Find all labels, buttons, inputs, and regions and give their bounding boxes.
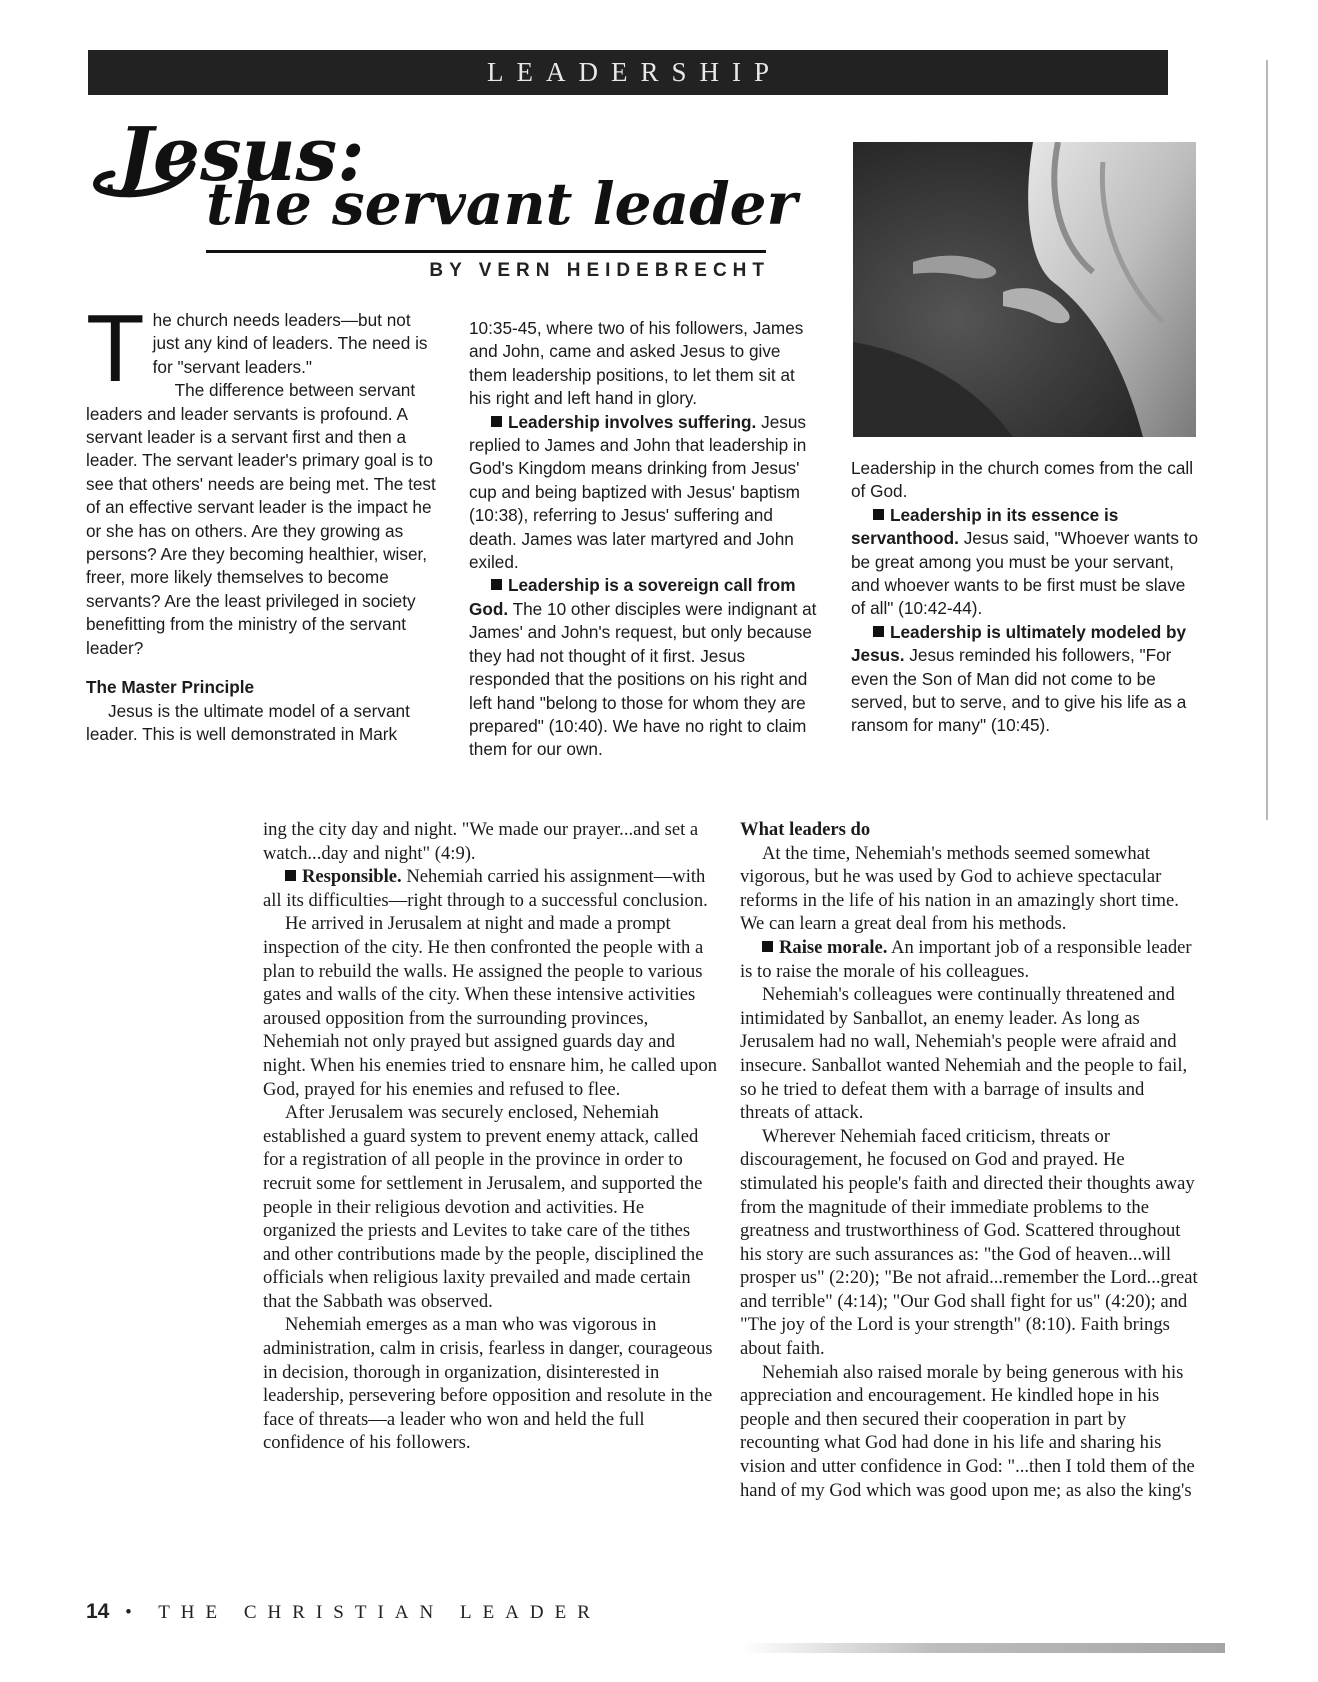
bullet-paragraph	[851, 504, 1203, 621]
bullet-paragraph	[740, 936, 1198, 983]
paragraph: After Jerusalem was securely enclosed, Nehemiah established a guard system to prevent enemy attack, called for a registration of all people in the province in order to recruit some for settlement in Jerusalem, and supported the people in their religious devotion and activities. He organized the priests and Levites to take care of the tithes and other contributions made by the people, disciplined the officials when religious laxity prevailed and made certain that the Sabbath was observed.	[263, 1102, 704, 1312]
paragraph: Nehemiah emerges as a man who was vigorous in administration, calm in crisis, fearless in danger, courageous in decision, thorough in organization, disinterested in leadership, persevering before opposition and resolute in the face of threats—a leader who won and held the full confidence of his followers.	[263, 1314, 713, 1454]
article-column-4	[263, 818, 721, 1455]
bullet-text: Jesus said, "Whoever wants to be great among you must be your servant, and whoever wants to be first must be slave of all" (10:42-44).	[851, 528, 1199, 619]
paragraph: The difference between servant leaders and leader servants is profound. A servant leader is a servant first and then a leader. The servant leader's primary goal is to see that others' needs are being met. The test of an effective servant leader is the impact he or she has on others. Are they growing as persons? Are they becoming healthier, wiser, freer, more likely themselves to become servants? Are the least privileged in society benefitting from the ministry of the servant leader?	[86, 380, 436, 658]
intro-paragraph	[86, 295, 441, 402]
bullet-text: Jesus replied to James and John that leadership in God's Kingdom means drinking from Jesus' cup and being baptized with Jesus' baptism (10:38), referring to Jesus' suffering and death. James was later martyred and John exiled.	[469, 411, 807, 573]
square-bullet-icon	[491, 579, 502, 590]
paragraph: Nehemiah's colleagues were continually threatened and intimidated by Sanballot, an enemy leader. As long as Jerusalem had no wall, Nehemiah's people were afraid and insecure. Sanballot wanted Nehemiah and the people to fail, so he tried to defeat them with a barrage of insults and threats of attack.	[740, 984, 1188, 1124]
subheading-what-leaders-do: What leaders do	[740, 819, 871, 840]
paragraph: Jesus is the ultimate model of a servant leader. This is well demonstrated in Mark	[86, 700, 410, 744]
bullet-paragraph	[469, 574, 821, 761]
byline: BY VERN HEIDEBRECHT	[429, 260, 770, 281]
paragraph: Wherever Nehemiah faced criticism, threats or discouragement, he focused on God and prayed. He stimulated his people's faith and directed their thoughts away from the magnitude of their immediate problems to the greatness and trustworthiness of God. Scattered throughout his story are such assurances as: "the God of heaven...will prosper us" (2:20); "Be not afraid...remember the Lord...great and terrible" (4:14); "Our God shall fight for us" (4:20); and "The joy of the Lord is your strength" (8:10). Faith brings about faith.	[740, 1125, 1198, 1360]
page-number: 14	[86, 1600, 110, 1623]
article-title-line-1: Jesus:	[118, 112, 365, 198]
bullet-paragraph	[263, 865, 721, 912]
square-bullet-icon	[285, 870, 296, 881]
intro-text: he church needs leaders—but not just any kind of leaders. The need is for "servant leaders."	[152, 310, 428, 377]
page-footer	[86, 1600, 601, 1624]
article-column-5	[740, 818, 1198, 1502]
paragraph: At the time, Nehemiah's methods seemed somewhat vigorous, but he was used by God to achieve spectacular reforms in the life of his nation in an amazingly short time. We can learn a great deal from his methods.	[740, 842, 1179, 935]
footer-rule	[740, 1643, 1225, 1653]
publication-name: THE CHRISTIAN LEADER	[158, 1602, 601, 1623]
drop-cap: T	[86, 295, 145, 402]
footer-separator: •	[125, 1602, 143, 1623]
bullet-lead: Leadership is ultimately modeled by Jesus.	[851, 621, 1187, 666]
bullet-lead: Raise morale.	[779, 936, 888, 958]
paragraph: He arrived in Jerusalem at night and made a prompt inspection of the city. He then confronted the people with a plan to rebuild the walls. He assigned the people to various gates and walls of the city. When these intensive activities aroused opposition from the surrounding provinces, Nehemiah not only prayed but assigned guards day and night. When his enemies tried to ensnare him, he called upon God, prayed for his enemies and refused to flee.	[263, 913, 718, 1100]
bullet-text: The 10 other disciples were indignant at James' and John's request, but only because they had not thought of it first. Jesus responded that the positions on his right and left hand "belong to those for whom they are prepared" (10:40). We have no right to claim them for our own.	[469, 598, 817, 760]
bullet-text: Jesus reminded his followers, "For even the Son of Man did not come to be served, but to serve, and to give his life as a ransom for many" (10:45).	[851, 645, 1187, 736]
article-title-line-2: the servant leader	[206, 170, 798, 238]
bullet-text: Nehemiah carried his assignment—with all its difficulties—right through to a successful conclusion.	[263, 866, 708, 911]
bullet-lead: Responsible.	[302, 866, 402, 888]
bullet-paragraph	[469, 411, 821, 575]
photo-illustration	[853, 142, 1196, 437]
article-column-3	[851, 457, 1203, 738]
paragraph: ing the city day and night. "We made our prayer...and set a watch...day and night" (4:9).	[263, 819, 699, 864]
square-bullet-icon	[873, 509, 884, 520]
square-bullet-icon	[873, 626, 884, 637]
bullet-paragraph	[851, 621, 1203, 738]
article-column-1	[86, 295, 441, 746]
square-bullet-icon	[762, 941, 773, 952]
bullet-text: An important job of a responsible leader is to raise the morale of his colleagues.	[740, 936, 1192, 982]
section-banner-label: LEADERSHIP	[486, 57, 782, 87]
jesus-hands-photo	[853, 142, 1196, 437]
paragraph: 10:35-45, where two of his followers, James and John, came and asked Jesus to give them leadership positions, to let them sit at his right and left hand in glory.	[469, 318, 804, 409]
bullet-lead: Leadership in its essence is servanthood.	[851, 504, 1119, 549]
bullet-lead: Leadership is a sovereign call from God.	[469, 575, 796, 619]
bullet-lead: Leadership involves suffering.	[508, 411, 757, 432]
title-rule	[206, 250, 766, 253]
subheading-master-principle: The Master Principle	[86, 677, 255, 698]
scan-edge-line	[1266, 60, 1268, 820]
section-banner	[88, 50, 1168, 95]
article-column-2	[469, 317, 821, 762]
paragraph: Nehemiah also raised morale by being generous with his appreciation and encouragement. He kindled hope in his people and then secured their cooperation in part by recounting what God had done in his life and sharing his vision and utter confidence in God: "...then I told them of the hand of my God which was good upon me; as also the king's	[740, 1361, 1195, 1501]
square-bullet-icon	[491, 416, 502, 427]
paragraph: Leadership in the church comes from the call of God.	[851, 458, 1194, 502]
